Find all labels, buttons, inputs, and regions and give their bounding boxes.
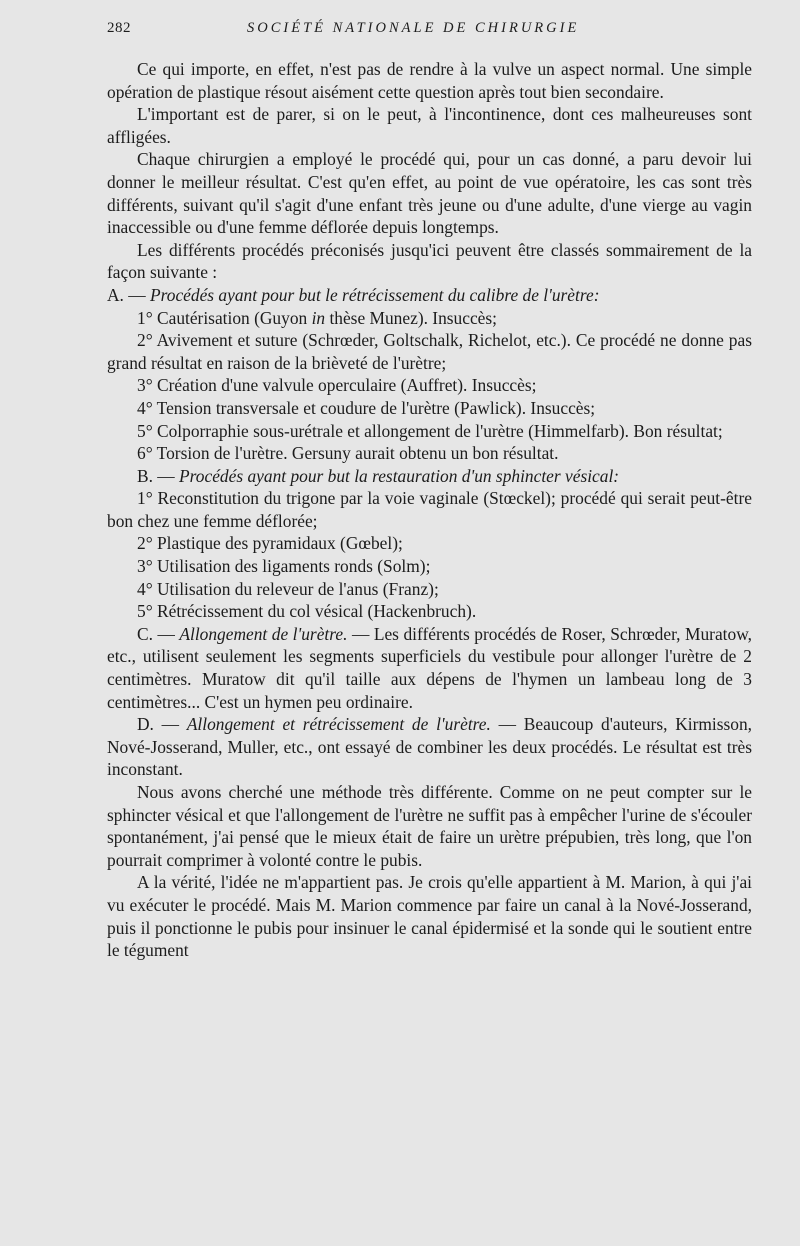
- list-item-text: 1° Cautérisation (Guyon: [137, 307, 312, 328]
- section-letter: B. —: [137, 465, 180, 486]
- list-item: 5° Rétrécissement du col vésical (Hackenbruch).: [137, 601, 477, 622]
- list-item: 3° Création d'une valvule operculaire (Auffret). Insuccès;: [137, 375, 537, 396]
- list-item-text: thèse Munez). Insuccès;: [325, 307, 498, 328]
- section-letter: D. —: [137, 714, 187, 735]
- section-d: [107, 713, 752, 781]
- section-letter: C. —: [137, 623, 180, 644]
- list-item: [107, 307, 752, 330]
- section-b-heading: [107, 465, 752, 488]
- paragraph: Ce qui importe, en effet, n'est pas de rendre à la vulve un aspect normal. Une simple opération de plastique résout aisément cette question après tout bien secondaire.: [107, 59, 752, 102]
- section-title: Procédés ayant pour but le rétrécissement du calibre de l'urètre:: [150, 284, 600, 305]
- list-item-italic: in: [311, 307, 326, 328]
- section-title: Allongement et rétrécissement de l'urètre.: [186, 714, 491, 735]
- list-item: 2° Plastique des pyramidaux (Gœbel);: [137, 533, 403, 554]
- section-title: Allongement de l'urètre.: [179, 623, 348, 644]
- list-item: 6° Torsion de l'urètre. Gersuny aurait obtenu un bon résultat.: [137, 443, 559, 464]
- paragraph: Les différents procédés préconisés jusqu'ici peuvent être classés sommairement de la façon suivante :: [107, 239, 752, 283]
- section-c: [107, 623, 752, 713]
- paragraph: Nous avons cherché une méthode très différente. Comme on ne peut compter sur le sphincter vésical et que l'allongement de l'urètre ne suffit pas à empêcher l'urine de s'écouler spontanément, j'ai pensé que le mieux était de faire un urètre prépubien, très long, que l'on pourrait comprimer à volonté contre le pubis.: [107, 782, 752, 870]
- list-item: 4° Tension transversale et coudure de l'urètre (Pawlick). Insuccès;: [137, 397, 596, 418]
- list-item: 1° Reconstitution du trigone par la voie vaginale (Stœckel); procédé qui serait peut-être bon chez une femme déflorée;: [107, 488, 752, 531]
- list-item: 3° Utilisation des ligaments ronds (Solm);: [137, 556, 431, 577]
- page-number: 282: [107, 20, 131, 36]
- page-body: [107, 58, 752, 962]
- section-a-heading: [107, 284, 752, 307]
- section-text: — Beaucoup d'auteurs, Kirmisson, Nové-Josserand, Muller, etc., ont essayé de combiner les deux procédés. Le résultat est très inconstant.: [107, 714, 753, 780]
- section-text: — Les différents procédés de Roser, Schrœder, Muratow, etc., utilisent seulement les segments superficiels du vestibule pour allonger l'urètre de 2 centimètres. Muratow dit qu'il taille aux dépens de l'hymen un lambeau long de 3 centimètres... C'est un hymen peu ordinaire.: [107, 623, 752, 712]
- list-item: 4° Utilisation du releveur de l'anus (Franz);: [137, 578, 439, 599]
- section-letter: A. —: [107, 284, 150, 305]
- list-item: 5° Colporraphie sous-urétrale et allongement de l'urètre (Himmelfarb). Bon résultat;: [137, 420, 723, 441]
- section-title: Procédés ayant pour but la restauration d'un sphincter vésical:: [179, 465, 620, 486]
- paragraph: A la vérité, l'idée ne m'appartient pas. Je crois qu'elle appartient à M. Marion, à qui j'ai vu exécuter le procédé. Mais M. Marion commence par faire un canal à la Nové-Josserand, puis il ponctionne le pubis pour insinuer le canal épidermisé et la sonde qui le soutient entre le tégument: [107, 872, 752, 961]
- paragraph: L'important est de parer, si on le peut, à l'incontinence, dont ces malheureuses sont affligées.: [107, 104, 752, 147]
- page-header: [107, 18, 752, 42]
- running-title: SOCIÉTÉ NATIONALE DE CHIRURGIE: [247, 20, 580, 36]
- paragraph: Chaque chirurgien a employé le procédé qui, pour un cas donné, a paru devoir lui donner le meilleur résultat. C'est qu'en effet, au point de vue opératoire, les cas sont très différents, suivant qu'il s'agit d'une enfant très jeune ou d'une adulte, d'une vierge au vagin inaccessible ou d'une femme déflorée depuis longtemps.: [107, 149, 752, 238]
- list-item: 2° Avivement et suture (Schrœder, Goltschalk, Richelot, etc.). Ce procédé ne donne pas grand résultat en raison de la brièveté de l'urètre;: [107, 330, 752, 373]
